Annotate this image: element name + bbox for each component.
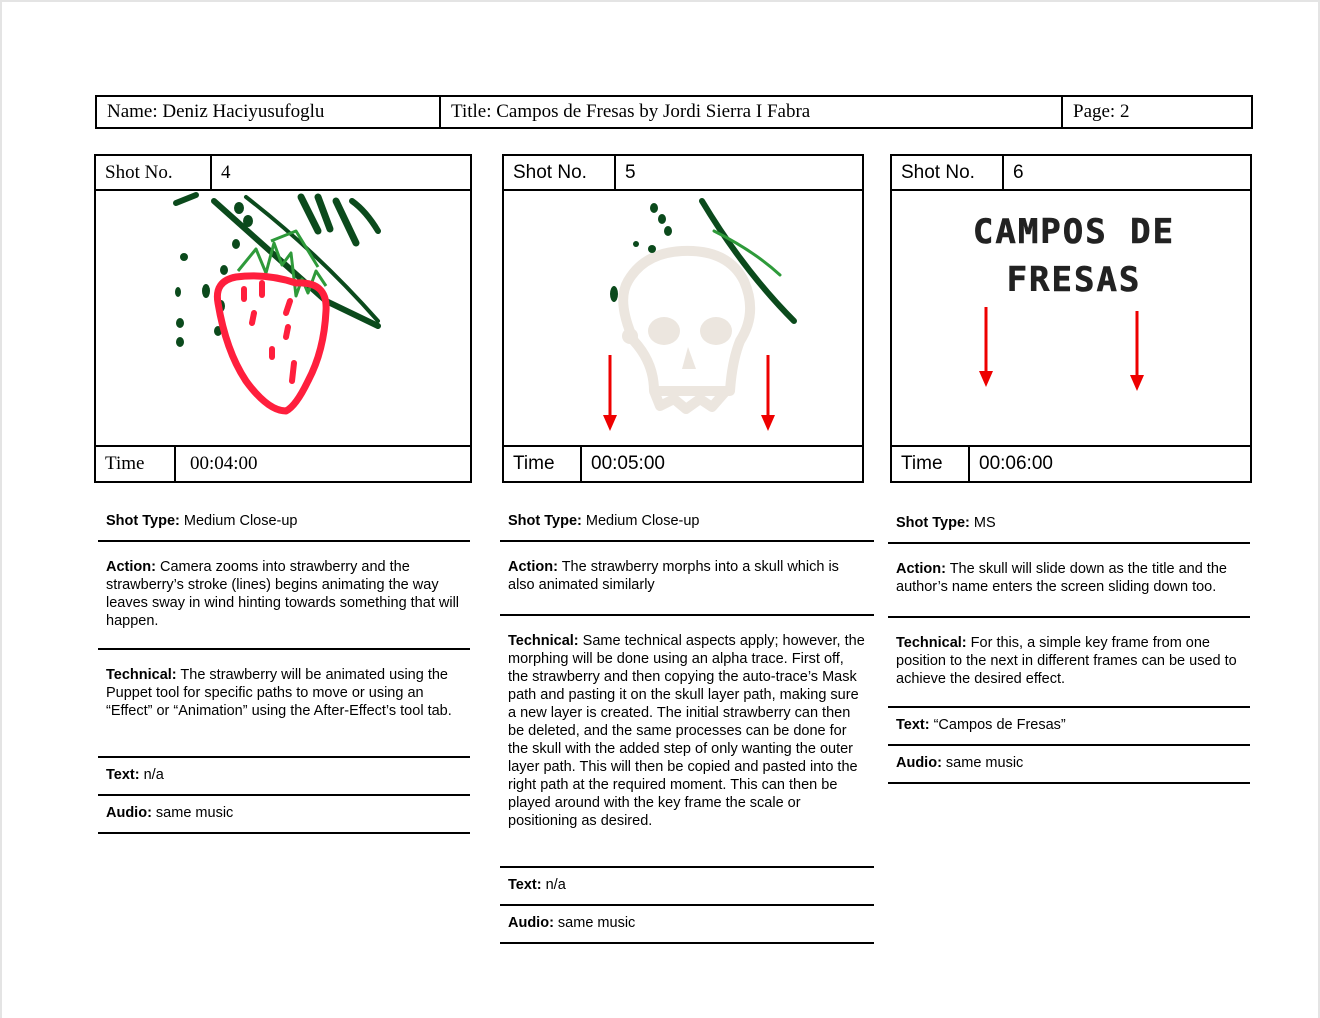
shot-number-row [504, 156, 862, 191]
shot-notes-4 [98, 502, 470, 834]
shot-number-row [96, 156, 470, 191]
shot-type-field: Shot Type: MS [888, 504, 1250, 544]
down-arrow-icon [979, 307, 993, 387]
shot-notes-5 [500, 502, 874, 944]
storyboard-header [95, 95, 1253, 129]
time-value: 00:05:00 [591, 453, 665, 474]
shot-number-value: 5 [625, 161, 636, 183]
down-arrow-icon [761, 355, 775, 431]
time-row [504, 445, 862, 481]
audio-field: Audio: same music [98, 796, 470, 834]
down-arrow-icon [603, 355, 617, 431]
shot-number-value: 6 [1013, 161, 1024, 183]
shot-number-label: Shot No. [504, 156, 616, 189]
story-title: Title: Campos de Fresas by Jordi Sierra I Fabra [441, 97, 1063, 127]
time-row [892, 445, 1250, 481]
technical-field: Technical: For this, a simple key frame from one position to the next in different frames can be used to achieve the desired effect. [888, 618, 1250, 708]
shot-number-value: 4 [221, 161, 231, 183]
title-card-line-2: FRESAS [1006, 260, 1142, 300]
action-field: Action: Camera zooms into strawberry and the strawberry’s stroke (lines) begins animating the way leaves sway in wind hinting towards something that will happen. [98, 542, 470, 650]
storyboard-page [2, 2, 1318, 1018]
shot-number-label: Shot No. [892, 156, 1004, 189]
technical-field: Technical: Same technical aspects apply; however, the morphing will be done using an alpha trace. First off, the strawberry and then copying the auto-trace’s Mask path and pasting it on the skull layer path, making sure a new layer is created. The initial strawberry can then be deleted, and the same processes can be done for the skull with the added step of only wanting the outer layer path. This will then be copied and pasted into the right path at the required moment. This can then be played around with the key frame the scale or positioning as desired. [500, 616, 874, 868]
technical-field: Technical: The strawberry will be animated using the Puppet tool for specific paths to move or using an “Effect” or “Animation” using the After-Effect’s tool tab. [98, 650, 470, 758]
time-label: Time [892, 447, 970, 481]
author-name: Name: Deniz Haciyusufoglu [97, 97, 441, 127]
shot-panel-6 [890, 154, 1252, 483]
title-card-line-1: CAMPOS DE [972, 212, 1176, 252]
shot-panel-4 [94, 154, 472, 483]
time-row [96, 445, 470, 481]
time-value: 00:06:00 [979, 453, 1053, 474]
action-field: Action: The strawberry morphs into a skull which is also animated similarly [500, 542, 874, 616]
text-field: Text: n/a [98, 758, 470, 796]
shot-panel-5 [502, 154, 864, 483]
title-card-drawing [892, 191, 1250, 448]
shot-type-field: Shot Type: Medium Close-up [98, 502, 470, 542]
page-number: Page: 2 [1073, 101, 1130, 122]
audio-field: Audio: same music [888, 746, 1250, 784]
time-value: 00:04:00 [190, 453, 258, 474]
shot-type-field: Shot Type: Medium Close-up [500, 502, 874, 542]
action-field: Action: The skull will slide down as the title and the author’s name enters the screen sliding down too. [888, 544, 1250, 618]
shot-number-row [892, 156, 1250, 191]
down-arrow-icon [1130, 311, 1144, 391]
audio-field: Audio: same music [500, 906, 874, 944]
time-label: Time [96, 447, 176, 481]
text-field: Text: “Campos de Fresas” [888, 708, 1250, 746]
strawberry-drawing [96, 191, 470, 448]
time-label: Time [504, 447, 582, 481]
skull-drawing [504, 191, 862, 448]
shot-notes-6 [888, 504, 1250, 784]
text-field: Text: n/a [500, 868, 874, 906]
shot-number-label: Shot No. [96, 156, 212, 189]
